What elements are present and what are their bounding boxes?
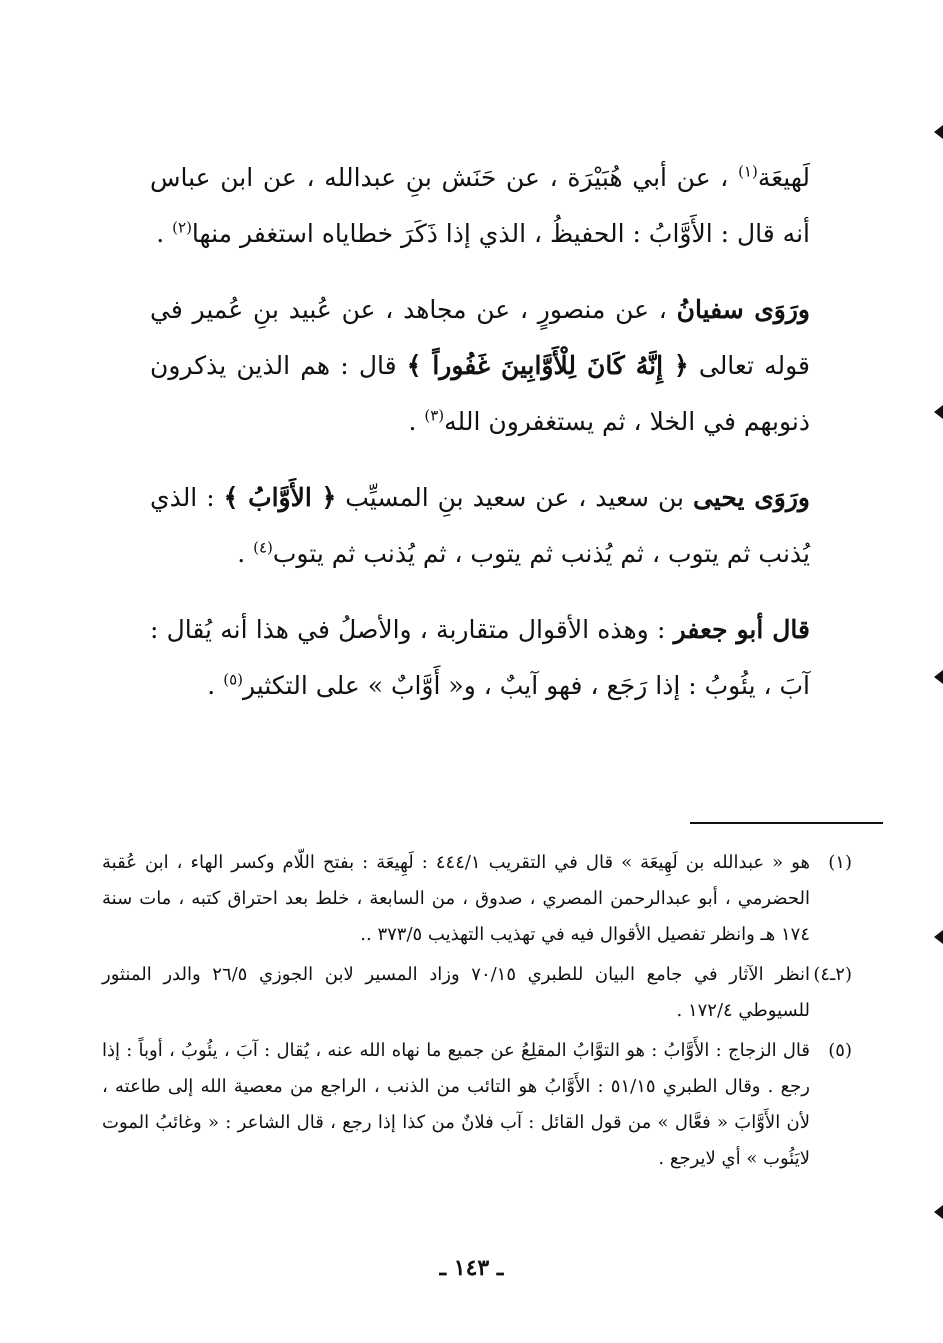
narrator-lead: ورَوَى سفيانُ bbox=[676, 295, 811, 324]
main-text bbox=[150, 150, 810, 734]
edge-tick-mark bbox=[934, 1205, 943, 1219]
footnote-2-4 bbox=[102, 957, 852, 1029]
paragraph-4 bbox=[150, 602, 810, 714]
text-run: . bbox=[156, 219, 173, 248]
text-run: ، عن منصورٍ ، عن مجاهد ، عن عُبيد بنِ عُمير في قوله تعالى bbox=[150, 295, 811, 380]
text-run: : وهذه الأقوال متقاربة ، والأصلُ في هذا أنه يُقال : آبَ ، يئُوبُ : إذا رَجَع ، فهو آيبٌ ، و« أَوَّابٌ » على التكثير bbox=[150, 615, 810, 700]
author-lead: قال أبو جعفر bbox=[673, 615, 810, 644]
text-run: . bbox=[207, 671, 224, 700]
footnote-text: هو « عبدالله بن لَهِيعَة » قال في التقريب ٤٤٤/١ : لَهِيعَة : بفتح اللّام وكسر الهاء ، ابن عُقبة الحضرمي ، أبو عبدالرحمن المصري ، صدوق ، من السابعة ، خلط بعد احتراق كتبه ، مات سنة ١٧٤ هـ وانظر تفصيل الأقوال فيه في تهذيب التهذيب ٣٧٣/٥ .. bbox=[102, 852, 810, 945]
text-run: . bbox=[408, 407, 425, 436]
paragraph-2 bbox=[150, 282, 810, 450]
page-number: ـ ١٤٣ ـ bbox=[439, 1255, 504, 1281]
edge-tick-mark bbox=[934, 125, 943, 139]
text-run: ، عن أبي هُبَيْرَة ، عن حَنَش بنِ عبدالله ، عن ابن عباس أنه قال : الأَوَّابُ : الحفيظُ ، الذي إذا ذَكَرَ خطاياه استغفر منها bbox=[150, 163, 810, 248]
footnote-number: (٢ـ٤) bbox=[813, 964, 852, 985]
footnote-number: (٥) bbox=[828, 1040, 852, 1061]
text-run: قال : هم الذين يذكرون ذنوبهم في الخلا ، ثم يستغفرون الله bbox=[150, 351, 810, 436]
quran-verse: ﴿ الأَوَّابُ ﴾ bbox=[223, 483, 337, 512]
footnote-5 bbox=[102, 1033, 852, 1177]
edge-tick-mark bbox=[934, 405, 943, 419]
footnote-ref-2: (٢) bbox=[172, 218, 192, 237]
narrator-lead: ورَوَى يحيى bbox=[692, 483, 810, 512]
footnotes bbox=[102, 845, 852, 1181]
text-run: لَهيعَة bbox=[757, 163, 810, 192]
text-run: : الذي يُذنب ثم يتوب ، ثم يُذنب ثم يتوب ، ثم يُذنب ثم يتوب bbox=[150, 483, 810, 568]
footnote-ref-1: (١) bbox=[738, 162, 758, 181]
footnote-number: (١) bbox=[828, 852, 852, 873]
footnote-ref-5: (٥) bbox=[223, 670, 243, 689]
footnote-separator bbox=[690, 822, 883, 824]
edge-tick-mark bbox=[934, 670, 943, 684]
paragraph-1 bbox=[150, 150, 810, 262]
footnote-ref-4: (٤) bbox=[253, 538, 273, 557]
footnote-text: انظر الآثار في جامع البيان للطبري ٧٠/١٥ وزاد المسير لابن الجوزي ٢٦/٥ والدر المنثور للسيوطي ١٧٢/٤ . bbox=[102, 964, 810, 1021]
text-run: . bbox=[237, 539, 254, 568]
paragraph-3 bbox=[150, 470, 810, 582]
footnote-text: قال الزجاج : الأَوَّابُ : هو التوَّابُ المقلِعُ عن جميع ما نهاه الله عنه ، يُقال : آبَ ، يئُوبُ ، أوباً : إذا رجع . وقال الطبري ٥١/١٥ : الأَوَّابُ هو التائب من الذنب ، الراجع من معصية الله إلى طاعته ، لأن الأَوَّابَ « فعَّال » من قول القائل : آب فلانٌ من كذا إذا رجع ، قال الشاعر : « وغائبُ الموت لايَئُوب » أي لايرجع . bbox=[102, 1040, 810, 1169]
quran-verse: ﴿ إِنَّهُ كَانَ لِلْأَوَّابِينَ غَفُوراً ﴾ bbox=[406, 351, 689, 380]
edge-tick-mark bbox=[934, 930, 943, 944]
footnote-ref-3: (٣) bbox=[424, 406, 445, 425]
text-run: بن سعيد ، عن سعيد بنِ المسيِّب bbox=[336, 483, 693, 512]
footnote-1 bbox=[102, 845, 852, 953]
